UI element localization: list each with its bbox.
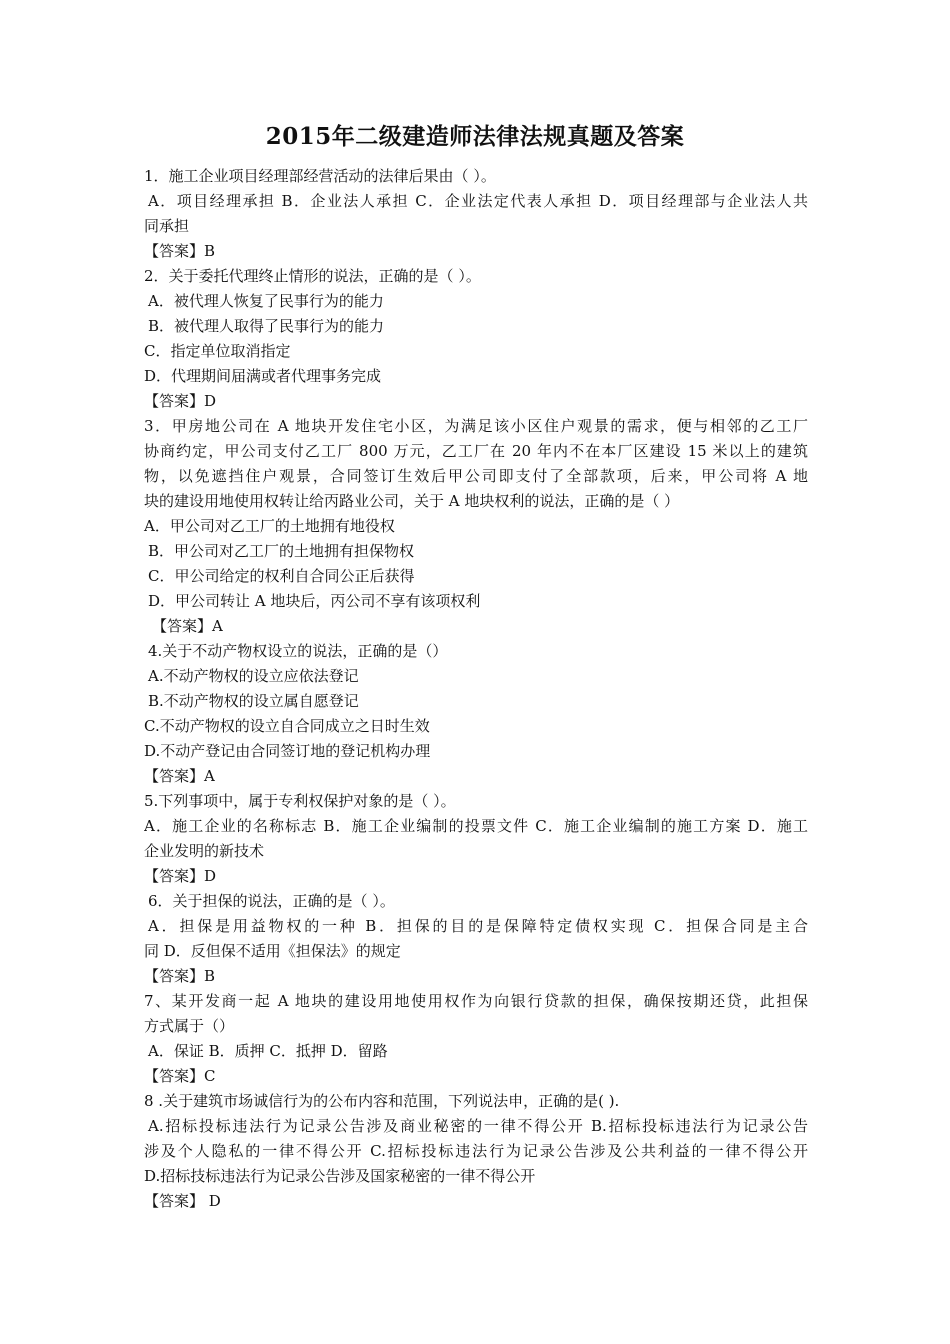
option-line: A．施工企业的名称标志 B．施工企业编制的投票文件 C．施工企业编制的施工方案 D．施工 bbox=[144, 817, 808, 835]
question-line: 8 .关于建筑市场诚信行为的公布内容和范围，下列说法申，正确的是( ). bbox=[144, 1092, 620, 1110]
answer-line: 【答案】D bbox=[144, 867, 217, 885]
document-title: 2015年二级建造师法律法规真题及答案 bbox=[265, 123, 685, 150]
option-line: D.招标技标违法行为记录公告涉及国家秘密的一律不得公开 bbox=[144, 1167, 536, 1185]
option-line: B．甲公司对乙工厂的土地拥有担保物权 bbox=[148, 542, 415, 560]
question-line: 物，以免遮挡住户观景，合同签订生效后甲公司即支付了全部款项，后来，甲公司将 A 地 bbox=[144, 467, 808, 485]
question-line: 5.下列事项中，属于专利权保护对象的是（ ）。 bbox=[144, 792, 456, 810]
option-line: 涉及个人隐私的一律不得公开 C.招标投标违法行为记录公告涉及公共利益的一律不得公开 bbox=[144, 1142, 808, 1160]
answer-line: 【答案】C bbox=[144, 1067, 216, 1085]
question-line: 4.关于不动产物权设立的说法，正确的是（） bbox=[148, 642, 448, 660]
question-line: 协商约定，甲公司支付乙工厂 800 万元，乙工厂在 20 年内不在本厂区建设 15 米以上的建筑 bbox=[144, 442, 808, 460]
option-line: C．甲公司给定的权利自合同公正后获得 bbox=[148, 567, 415, 585]
option-line: B．被代理人取得了民事行为的能力 bbox=[148, 317, 385, 335]
question-line: 1．施工企业项目经理部经营活动的法律后果由（ ）。 bbox=[144, 167, 496, 185]
question-line: 7、某开发商一起 A 地块的建设用地使用权作为向银行贷款的担保，确保按期还贷，此担保 bbox=[144, 992, 808, 1010]
answer-line: 【答案】D bbox=[144, 392, 217, 410]
question-line: 2．关于委托代理终止情形的说法，正确的是（ ）。 bbox=[144, 267, 481, 285]
option-line: A．保证 B．质押 C．抵押 D．留路 bbox=[148, 1042, 388, 1060]
option-line: D．代理期间届满或者代理事务完成 bbox=[144, 367, 382, 385]
option-line: 企业发明的新技术 bbox=[144, 842, 265, 860]
option-line: 同 D．反但保不适用《担保法》的规定 bbox=[144, 942, 401, 960]
option-line: D.不动产登记由合同签订地的登记机构办理 bbox=[144, 742, 431, 760]
question-line: 6．关于担保的说法，正确的是（ ）。 bbox=[148, 892, 395, 910]
answer-line: 【答案】A bbox=[144, 767, 215, 785]
option-line: A．担保是用益物权的一种 B．担保的目的是保障特定债权实现 C．担保合同是主合 bbox=[148, 917, 808, 935]
option-line: A．被代理人恢复了民事行为的能力 bbox=[148, 292, 384, 310]
option-line: B.不动产物权的设立属自愿登记 bbox=[148, 692, 359, 710]
option-line: A.招标投标违法行为记录公告涉及商业秘密的一律不得公开 B.招标投标违法行为记录公告 bbox=[148, 1117, 808, 1135]
question-line: 块的建设用地使用权转让给丙路业公司，关于 A 地块权利的说法，正确的是（ ） bbox=[144, 492, 680, 510]
option-line: C.不动产物权的设立自合同成立之日时生效 bbox=[144, 717, 430, 735]
question-line: 方式属于（） bbox=[144, 1017, 235, 1035]
document-body bbox=[144, 164, 808, 1214]
option-line: A．项目经理承担 B．企业法人承担 C．企业法定代表人承担 D．项目经理部与企业法人共 bbox=[148, 192, 808, 210]
answer-line: 【答案】 D bbox=[144, 1192, 221, 1210]
question-line: 3．甲房地公司在 A 地块开发住宅小区，为满足该小区住户观景的需求，便与相邻的乙工厂 bbox=[144, 417, 808, 435]
option-line: A.不动产物权的设立应依法登记 bbox=[148, 667, 359, 685]
option-line: 同承担 bbox=[144, 217, 190, 235]
answer-line: 【答案】A bbox=[152, 617, 223, 635]
option-line: A．甲公司对乙工厂的土地拥有地役权 bbox=[144, 517, 395, 535]
option-line: D．甲公司转让 A 地块后，丙公司不享有该项权利 bbox=[148, 592, 481, 610]
answer-line: 【答案】B bbox=[144, 242, 216, 260]
option-line: C．指定单位取消指定 bbox=[144, 342, 291, 360]
answer-line: 【答案】B bbox=[144, 967, 216, 985]
